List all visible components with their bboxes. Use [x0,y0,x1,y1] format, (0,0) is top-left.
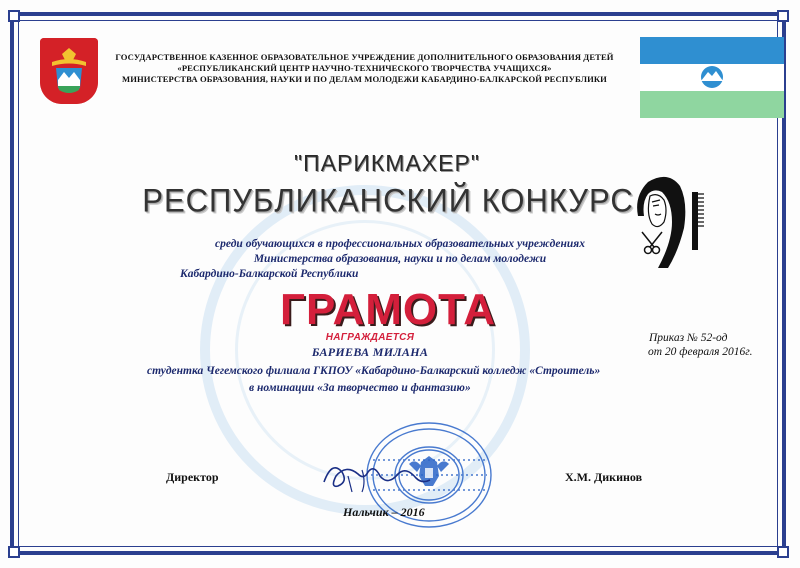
place-year: Нальчик – 2016 [343,505,425,519]
frame-corner [8,10,20,22]
contest-subtitle-2: Министерства образования, науки и по делам молодежи [253,253,547,265]
contest-subtitle-3: Кабардино-Балкарской Республики [180,268,359,280]
contest-subtitle-1: среди обучающихся в профессиональных образовательных учреждениях [215,238,585,250]
contest-profession: "ПАРИКМАХЕР" [294,150,480,176]
header-line-2: «РЕСПУБЛИКАНСКИЙ ЦЕНТР НАУЧНО-ТЕХНИЧЕСКОГО ТВОРЧЕСТВА УЧАЩИХСЯ» [177,63,552,73]
contest-title: РЕСПУБЛИКАНСКИЙ КОНКУРС [142,182,634,219]
signatory-name: Х.М. Дикинов [565,470,643,484]
kbr-flag-icon [640,37,784,119]
director-signature [318,452,438,502]
nomination: в номинации «За творчество и фантазию» [249,382,471,394]
order-number: Приказ № 52-од [649,332,728,344]
signatory-position: Директор [166,470,219,484]
header-line-1: ГОСУДАРСТВЕННОЕ КАЗЕННОЕ ОБРАЗОВАТЕЛЬНОЕ УЧРЕЖДЕНИЕ ДОПОЛНИТЕЛЬНОГО ОБРАЗОВАНИЯ ДЕТЕЙ [115,52,614,62]
awarded-label: НАГРАЖДАЕТСЯ [325,332,415,343]
document-type-title: ГРАМОТА [280,285,496,334]
recipient-name: БАРИЕВА МИЛАНА [311,345,429,359]
order-date: от 20 февраля 2016г. [648,346,753,358]
frame-corner [777,546,789,558]
kbr-coat-of-arms-icon [40,38,98,104]
header-line-3: МИНИСТЕРСТВА ОБРАЗОВАНИЯ, НАУКИ И ПО ДЕЛАМ МОЛОДЕЖИ КАБАРДИНО-БАЛКАРСКОЙ РЕСПУБЛИКИ [122,74,607,84]
recipient-affiliation: студентка Чегемского филиала ГКПОУ «Кабардино-Балкарский колледж «Строитель» [147,365,601,377]
frame-corner [8,546,20,558]
frame-corner [777,10,789,22]
